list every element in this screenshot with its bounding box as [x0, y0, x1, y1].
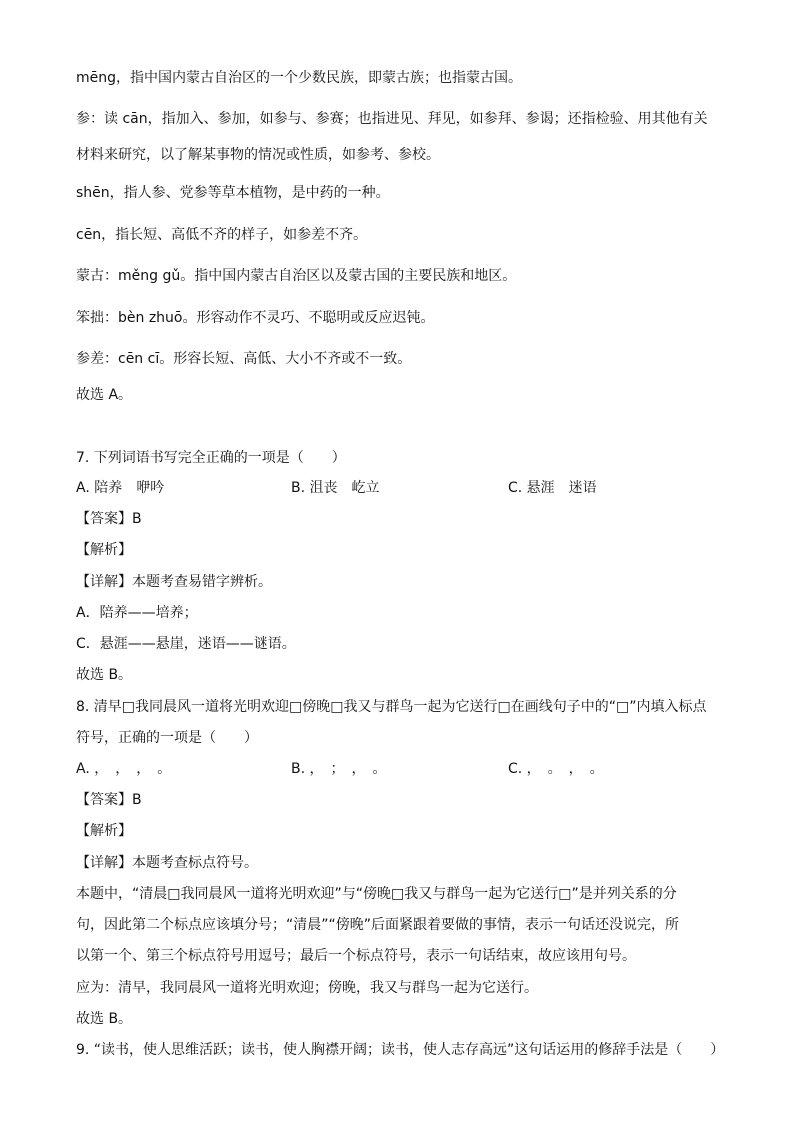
analysis-label: 【解析】	[76, 823, 132, 839]
q8-option-c: C. ， 。 ， 。	[508, 761, 604, 777]
text-line: cēn，指长短、高低不齐的样子，如参差不齐。	[76, 227, 368, 243]
detail-line: 【详解】本题考查标点符号。	[76, 855, 258, 871]
text-line: 参：读 cān，指加入、参加，如参与、参赛；也指进见、拜见，如参拜、参谒；还指检验、用其他有关	[76, 111, 708, 127]
question-7-stem: 7. 下列词语书写完全正确的一项是（ ）	[76, 450, 346, 466]
text-line: 句，因此第二个标点应该填分号；“清晨”“傍晚”后面紧跟着要做的事情，表示一句话还没说完，所	[76, 917, 680, 933]
q8-option-a: A. ， ， ， 。	[76, 761, 172, 777]
text-line: 参差：cēn cī。形容长短、高低、大小不齐或不一致。	[76, 351, 412, 367]
text-line: A．陪养——培养；	[76, 605, 198, 621]
text-line: 以第一个、第三个标点符号用逗号；最后一个标点符号，表示一句话结束，故应该用句号。	[76, 948, 636, 964]
text-line: 故选 B。	[76, 1011, 133, 1027]
text-line: 材料来研究，以了解某事物的情况或性质，如参考、参校。	[76, 147, 440, 163]
text-line: 本题中，“清晨□我同晨风一道将光明欢迎”与“傍晚□我又与群鸟一起为它送行□”是并列关系的分	[76, 886, 677, 902]
q8-option-b: B. ， ； ， 。	[291, 761, 387, 777]
q7-option-b: B. 沮丧 屹立	[291, 480, 380, 496]
text-line: 蒙古：měng gǔ。指中国内蒙古自治区以及蒙古国的主要民族和地区。	[76, 268, 517, 284]
text-line: C．悬涯——悬崖，迷语——谜语。	[76, 636, 296, 652]
text-line: 故选 A。	[76, 387, 133, 403]
analysis-label: 【解析】	[76, 542, 132, 558]
q7-option-c: C. 悬涯 迷语	[508, 480, 597, 496]
text-line: shēn，指人参、党参等草本植物，是中药的一种。	[76, 185, 390, 201]
detail-line: 【详解】本题考查易错字辨析。	[76, 574, 272, 590]
question-8-stem: 8. 清早□我同晨风一道将光明欢迎□傍晚□我又与群鸟一起为它送行□在画线句子中的“□”内填入标点	[76, 699, 707, 715]
q7-option-a: A. 陪养 咿吟	[76, 480, 165, 496]
text-line: mēng，指中国内蒙古自治区的一个少数民族，即蒙古族；也指蒙古国。	[76, 70, 523, 86]
text-line: 笨拙：bèn zhuō。形容动作不灵巧、不聪明或反应迟钝。	[76, 310, 435, 326]
answer-label: 【答案】B	[76, 511, 142, 527]
text-line: 故选 B。	[76, 667, 133, 683]
text-line: 应为：清早，我同晨风一道将光明欢迎；傍晚，我又与群鸟一起为它送行。	[76, 980, 538, 996]
answer-label: 【答案】B	[76, 792, 142, 808]
question-9-stem: 9. “读书，使人思维活跃；读书，使人胸襟开阔；读书，使人志存高远”这句话运用的修辞手法是（ ）	[76, 1042, 725, 1058]
text-line: 符号，正确的一项是（ ）	[76, 730, 258, 746]
